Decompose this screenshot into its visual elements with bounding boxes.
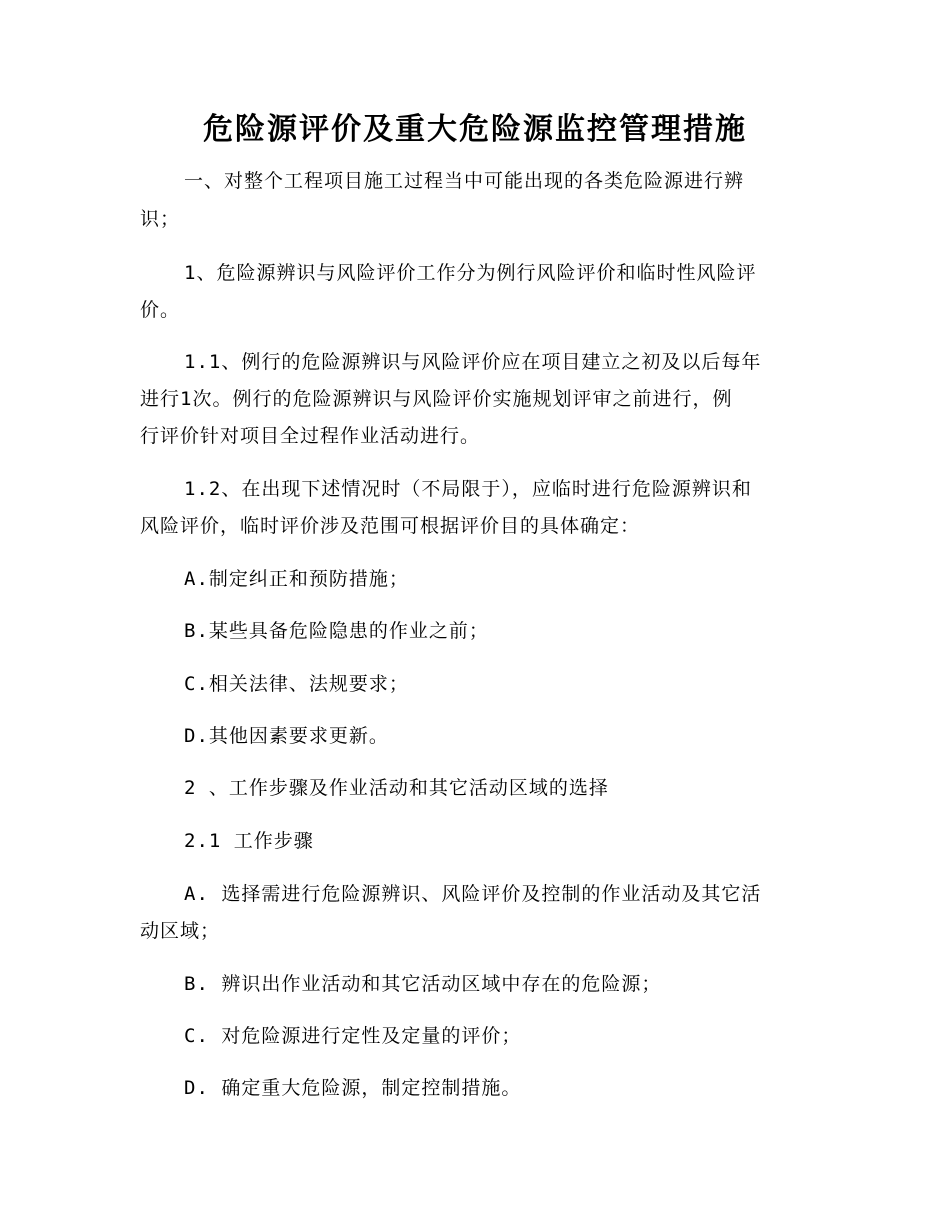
text-line: 识； xyxy=(140,208,181,230)
text-line: 2.1 工作步骤 xyxy=(184,830,314,852)
text-line: C. 对危险源进行定性及定量的评价； xyxy=(184,1025,522,1047)
text-line: 一、对整个工程项目施工过程当中可能出现的各类危险源进行辨 xyxy=(184,170,745,192)
text-line: 1、危险源辨识与风险评价工作分为例行风险评价和临时性风险评 xyxy=(184,262,757,284)
document-title: 危险源评价及重大危险源监控管理措施 xyxy=(203,112,747,147)
text-line: B. 辨识出作业活动和其它活动区域中存在的危险源； xyxy=(184,973,662,995)
text-line: 1.1、例行的危险源辨识与风险评价应在项目建立之初及以后每年 xyxy=(184,351,762,373)
text-line: A.制定纠正和预防措施； xyxy=(184,568,409,590)
text-line: B.某些具备危险隐患的作业之前； xyxy=(184,620,489,642)
text-line: 价。 xyxy=(140,299,181,321)
text-line: D.其他因素要求更新。 xyxy=(184,725,389,747)
text-line: 2 、工作步骤及作业活动和其它活动区域的选择 xyxy=(184,777,609,799)
text-line: 行评价针对项目全过程作业活动进行。 xyxy=(140,425,481,447)
text-line: 动区域； xyxy=(140,920,221,942)
text-line: A. 选择需进行危险源辨识、风险评价及控制的作业活动及其它活 xyxy=(184,883,762,905)
text-line: 风险评价，临时评价涉及范围可根据评价目的具体确定： xyxy=(140,515,641,537)
text-line: 进行1次。例行的危险源辨识与风险评价实施规划评审之前进行，例 xyxy=(140,388,733,410)
text-line: D. 确定重大危险源，制定控制措施。 xyxy=(184,1077,522,1099)
text-line: 1.2、在出现下述情况时（不局限于），应临时进行危险源辨识和 xyxy=(184,478,752,500)
text-line: C.相关法律、法规要求； xyxy=(184,673,409,695)
